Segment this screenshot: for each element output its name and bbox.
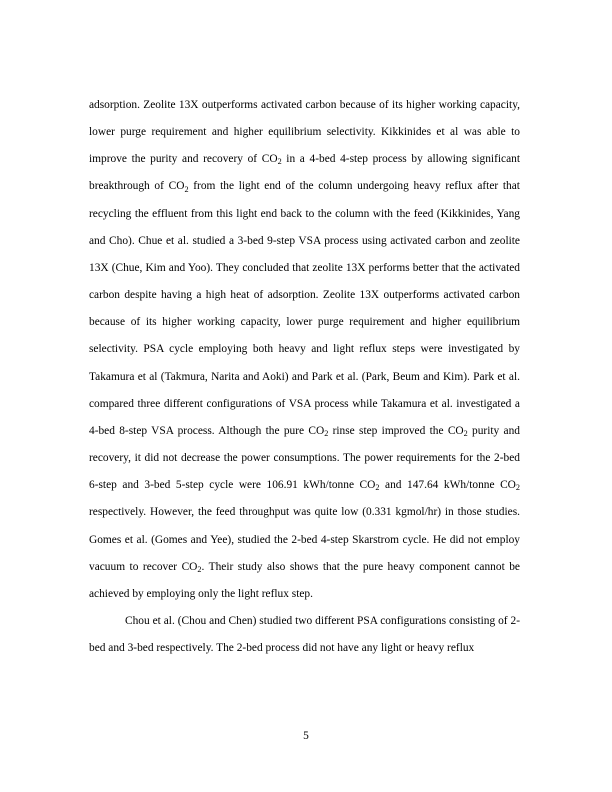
text-run: respectively. However, the feed throughput was quite low (0.331 kgmol/hr) in those studies. Gomes et al. (Gomes and Yee), studied the 2-bed 4-step Skarstrom cycle. He did not employ vacuum to recover CO [89,506,520,573]
subscript: 2 [463,428,468,438]
text-run: purity and recovery, it did not decrease the power consumptions. The power requirements for the 2-bed 6-step and 3-bed 5-step cycle were 106.91 kWh/tonne CO [89,424,520,492]
text-run: and 147.64 kWh/tonne CO [379,479,516,492]
paragraph [89,608,520,662]
subscript: 2 [197,564,202,574]
subscript: 2 [324,428,329,438]
page-number: 5 [303,730,309,742]
text-run: . Their study also shows that the pure heavy component cannot be achieved by employing only the light reflux step. [89,560,520,600]
text-run: in a 4-bed 4-step process by allowing significant breakthrough of CO [89,153,520,193]
subscript: 2 [375,483,380,493]
text-run: adsorption. Zeolite 13X outperforms activated carbon because of its higher working capacity, lower purge requirement and higher equilibrium selectivity. Kikkinides et al was able to improve the purity and recovery of CO [89,99,520,166]
body-text [89,92,520,662]
subscript: 2 [184,184,189,194]
subscript: 2 [277,157,282,167]
paragraph [89,92,520,608]
subscript: 2 [515,483,520,493]
text-run: rinse step improved the CO [328,424,464,437]
text-run: from the light end of the column undergoing heavy reflux after that recycling the effluent from this light end back to the column with the feed (Kikkinides, Yang and Cho). Chue et al. studied a 3-bed 9-step VSA process using activated carbon and zeolite 13X (Chue, Kim and Yoo). They concluded that zeolite 13X performs better that the activated carbon despite having a high heat of adsorption. Zeolite 13X outperforms activated carbon because of its higher working capacity, lower purge requirement and higher equilibrium selectivity. PSA cycle employing both heavy and light reflux steps were investigated by Takamura et al (Takmura, Narita and Aoki) and Park et al. (Park, Beum and Kim). Park et al. compared three different configurations of VSA process while Takamura et al. investigated a 4-bed 8-step VSA process. Although the pure CO [89,180,520,437]
text-run: Chou et al. (Chou and Chen) studied two different PSA configurations consisting of 2-bed and 3-bed respectively. The 2-bed process did not have any light or heavy reflux [89,614,520,655]
